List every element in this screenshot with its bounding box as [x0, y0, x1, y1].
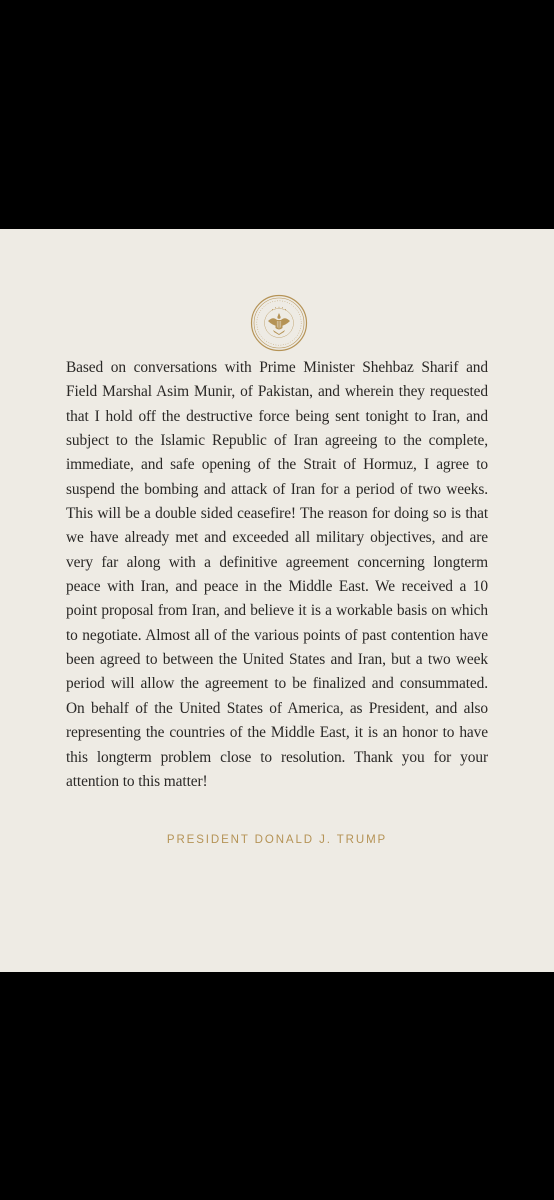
signature: PRESIDENT DONALD J. TRUMP	[166, 834, 388, 846]
statement-body: Based on conversations with Prime Minister Shehbaz Sharif and Field Marshal Asim Munir, of Pakistan, and wherein they requested that I hold off the destructive force being sent tonight to Iran, and subject to the Islamic Republic of Iran agreeing to the complete, immediate, and safe opening of the Strait of Hormuz, I agree to suspend the bombing and attack of Iran for a period of two weeks. This will be a double sided ceasefire! The reason for doing so is that we have already met and exceeded all military objectives, and are very far along with a definitive agreement concerning longterm peace with Iran, and peace in the Middle East. We received a 10 point proposal from Iran, and believe it is a workable basis on which to negotiate. Almost all of the various points of past contention have been agreed to between the United States and Iran, but a two week period will allow the agreement to be finalized and consummated. On behalf of the United States of America, as President, and also representing the countries of the Middle East, it is an honor to have this longterm problem close to resolution. Thank you for your attention to this matter!	[66, 359, 488, 790]
presidential-seal-icon	[250, 294, 308, 352]
statement-card	[0, 229, 554, 972]
